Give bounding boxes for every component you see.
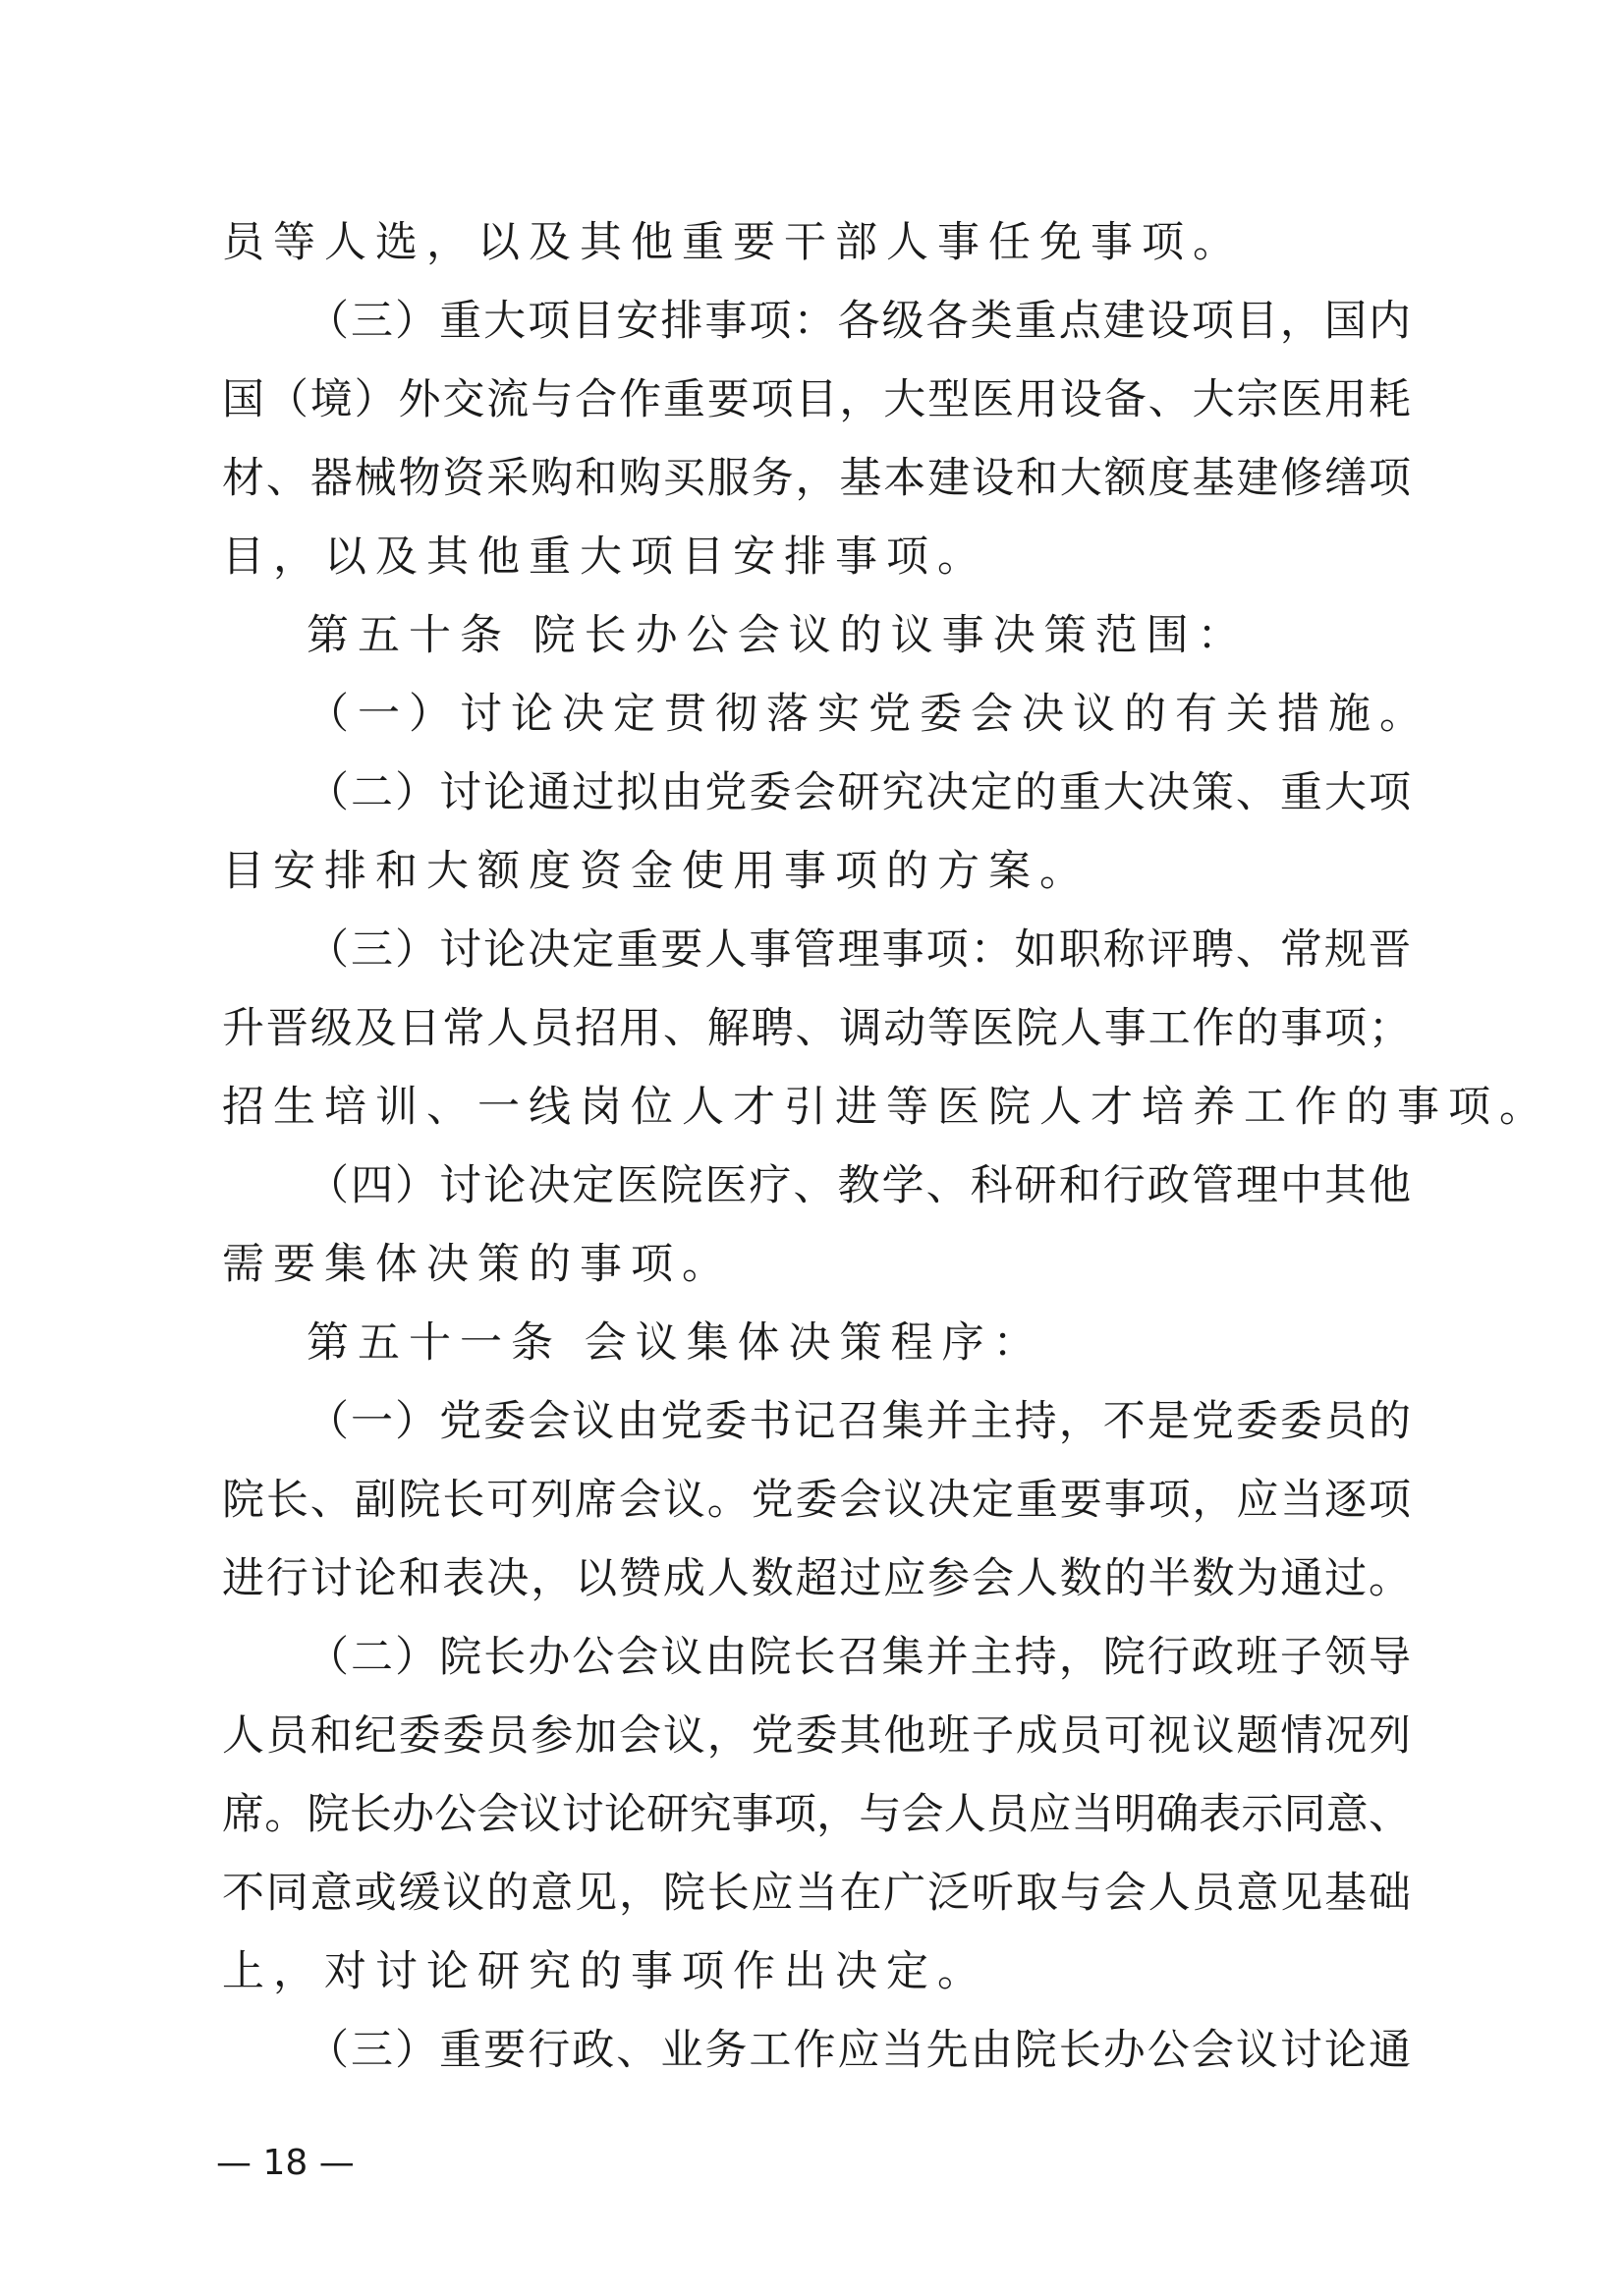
text-line: 招生培训、一线岗位人才引进等医院人才培养工作的事项。 [222,1083,1550,1132]
article-heading: 第五十条 院长办公会议的议事决策范围： [307,611,1249,660]
text-line: 员等人选，以及其他重要干部人事任免事项。 [222,218,1244,267]
text-line: （二）院长办公会议由院长召集并主持，院行政班子领导 [307,1633,1411,1682]
article-heading: 第五十一条 会议集体决策程序： [307,1318,1044,1368]
text-line: 国（境）外交流与合作重要项目，大型医用设备、大宗医用耗 [222,375,1411,424]
text-line: 上，对讨论研究的事项作出决定。 [222,1947,988,1996]
text-line: （二）讨论通过拟由党委会研究决定的重大决策、重大项 [307,768,1411,817]
text-line: 升晋级及日常人员招用、解聘、调动等医院人事工作的事项； [222,1004,1411,1053]
text-line: 进行讨论和表决，以赞成人数超过应参会人数的半数为通过。 [222,1554,1411,1603]
text-line: 院长、副院长可列席会议。党委会议决定重要事项，应当逐项 [222,1476,1411,1525]
text-line: 席。院长办公会议讨论研究事项，与会人员应当明确表示同意、 [222,1790,1411,1839]
text-line: （三）重要行政、业务工作应当先由院长办公会议讨论通 [307,2026,1411,2075]
text-line: 材、器械物资采购和购买服务，基本建设和大额度基建修缮项 [222,454,1411,503]
text-line: （三）讨论决定重要人事管理事项：如职称评聘、常规晋 [307,925,1411,975]
text-line: 目安排和大额度资金使用事项的方案。 [222,847,1091,896]
text-line: （三）重大项目安排事项：各级各类重点建设项目，国内 [307,297,1411,346]
text-line: （四）讨论决定医院医疗、教学、科研和行政管理中其他 [307,1161,1411,1210]
page-number: — 18 — [216,2143,355,2183]
text-line: 人员和纪委委员参加会议，党委其他班子成员可视议题情况列 [222,1711,1411,1761]
text-line: 需要集体决策的事项。 [222,1240,733,1289]
text-line: （一）讨论决定贯彻落实党委会决议的有关措施。 [307,690,1430,739]
text-line: 不同意或缓议的意见，院长应当在广泛听取与会人员意见基础 [222,1869,1411,1918]
text-line: 目，以及其他重大项目安排事项。 [222,532,988,582]
text-line: （一）党委会议由党委书记召集并主持，不是党委委员的 [307,1397,1411,1446]
